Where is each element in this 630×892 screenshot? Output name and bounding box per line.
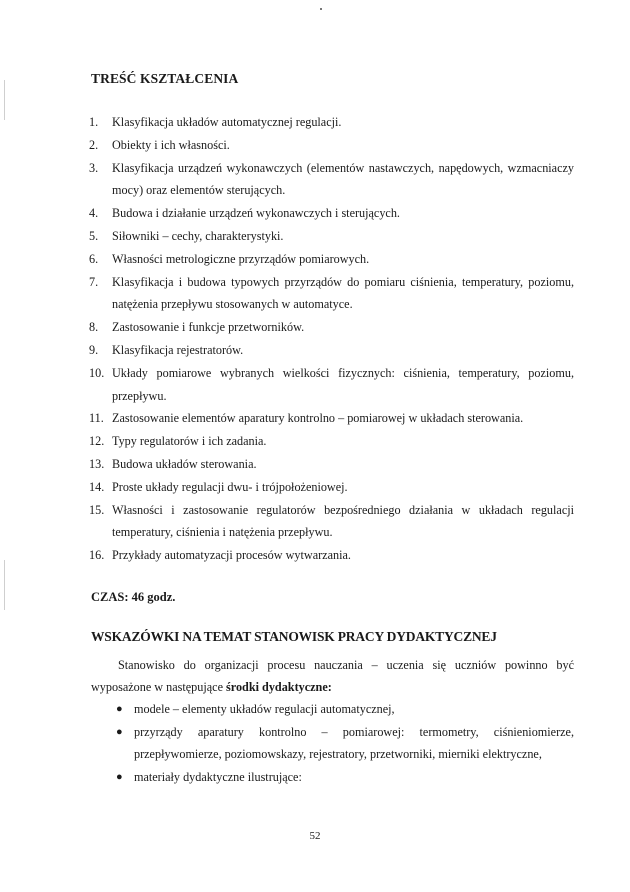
- content-list: [91, 111, 574, 567]
- time-label: CZAS:: [91, 590, 129, 604]
- item-text: Zastosowanie i funkcje przetworników.: [112, 320, 305, 335]
- list-item: [91, 544, 574, 567]
- item-text: Własności metrologiczne przyrządów pomiarowych.: [112, 251, 370, 266]
- scan-edge-mark: [4, 80, 5, 120]
- bullet-item: [91, 766, 574, 789]
- item-text: Typy regulatorów i ich zadania.: [112, 434, 267, 449]
- item-text: Własności i zastosowanie regulatorów bezpośredniego działania w układach regulacji temperatury, ciśnienia i natężenia przepływu.: [112, 502, 574, 540]
- item-text: Obiekty i ich własności.: [112, 137, 230, 152]
- section-heading-workstations: WSKAZÓWKI NA TEMAT STANOWISK PRACY DYDAKTYCZNEJ: [91, 629, 497, 644]
- section-heading-content: TREŚĆ KSZTAŁCENIA: [91, 71, 239, 86]
- item-number: 15.: [89, 502, 105, 517]
- bullet-text: modele – elementy układów regulacji automatycznej,: [134, 702, 395, 716]
- list-item: [91, 453, 574, 476]
- item-number: 11.: [89, 411, 104, 426]
- bullet-icon: ●: [116, 725, 123, 738]
- list-item: [91, 248, 574, 271]
- item-number: 7.: [89, 274, 99, 289]
- list-item: [91, 134, 574, 157]
- item-text: Klasyfikacja i budowa typowych przyrządów do pomiaru ciśnienia, temperatury, poziomu, natężenia przepływu stosowanych w automatyce.: [112, 274, 574, 312]
- scan-mark: [320, 8, 322, 10]
- item-text: Przykłady automatyzacji procesów wytwarzania.: [112, 548, 351, 563]
- item-text: Klasyfikacja urządzeń wykonawczych (elementów nastawczych, napędowych, wzmacniaczy mocy) oraz elementów sterujących.: [112, 160, 574, 198]
- item-text: Proste układy regulacji dwu- i trójpołożeniowej.: [112, 479, 348, 494]
- list-item: [91, 111, 574, 134]
- list-item: [91, 407, 574, 430]
- list-item: [91, 225, 574, 248]
- item-number: 13.: [89, 456, 105, 471]
- list-item: [91, 476, 574, 499]
- item-number: 4.: [89, 206, 99, 221]
- list-item: [91, 362, 574, 408]
- intro-bold-text: środki dydaktyczne:: [226, 680, 332, 694]
- bullet-item: [91, 698, 574, 721]
- item-number: 14.: [89, 479, 105, 494]
- item-number: 9.: [89, 342, 99, 357]
- list-item: [91, 271, 574, 317]
- item-number: 12.: [89, 434, 105, 449]
- item-text: Klasyfikacja rejestratorów.: [112, 342, 244, 357]
- list-item: [91, 499, 574, 545]
- bullet-text: materiały dydaktyczne ilustrujące:: [134, 769, 302, 784]
- item-number: 3.: [89, 160, 99, 175]
- item-number: 10.: [89, 365, 105, 380]
- time-value: 46 godz.: [131, 590, 176, 604]
- item-text: Układy pomiarowe wybranych wielkości fizycznych: ciśnienia, temperatury, poziomu, przepływu.: [112, 365, 574, 403]
- intro-text: Stanowisko do organizacji procesu nauczania – uczenia się uczniów powinno być wyposażone w następujące: [91, 658, 574, 694]
- time-allocation: [91, 590, 175, 605]
- item-number: 8.: [89, 320, 99, 335]
- item-text: Zastosowanie elementów aparatury kontrolno – pomiarowej w układach sterowania.: [112, 411, 524, 426]
- item-number: 16.: [89, 548, 105, 563]
- list-item: [91, 202, 574, 225]
- teaching-aids-list: [91, 698, 574, 788]
- list-item: [91, 339, 574, 362]
- bullet-icon: ●: [116, 703, 123, 715]
- item-number: 6.: [89, 251, 99, 266]
- intro-paragraph: [91, 654, 574, 698]
- bullet-text: przyrządy aparatury kontrolno – pomiarowej: termometry, ciśnieniomierze, przepływomierze, poziomowskazy, rejestratory, przetworniki, mierniki elektryczne,: [134, 724, 574, 762]
- item-text: Budowa i działanie urządzeń wykonawczych i sterujących.: [112, 206, 400, 221]
- item-text: Siłowniki – cechy, charakterystyki.: [112, 228, 284, 243]
- item-text: Klasyfikacja układów automatycznej regulacji.: [112, 115, 342, 129]
- list-item: [91, 157, 574, 203]
- item-number: 1.: [89, 115, 99, 129]
- list-item: [91, 430, 574, 453]
- item-text: Budowa układów sterowania.: [112, 456, 257, 471]
- scan-edge-mark: [4, 560, 5, 610]
- page-number: 52: [309, 830, 321, 842]
- item-number: 2.: [89, 137, 99, 152]
- item-number: 5.: [89, 228, 99, 243]
- list-item: [91, 316, 574, 339]
- bullet-item: [91, 721, 574, 766]
- bullet-icon: ●: [116, 770, 123, 783]
